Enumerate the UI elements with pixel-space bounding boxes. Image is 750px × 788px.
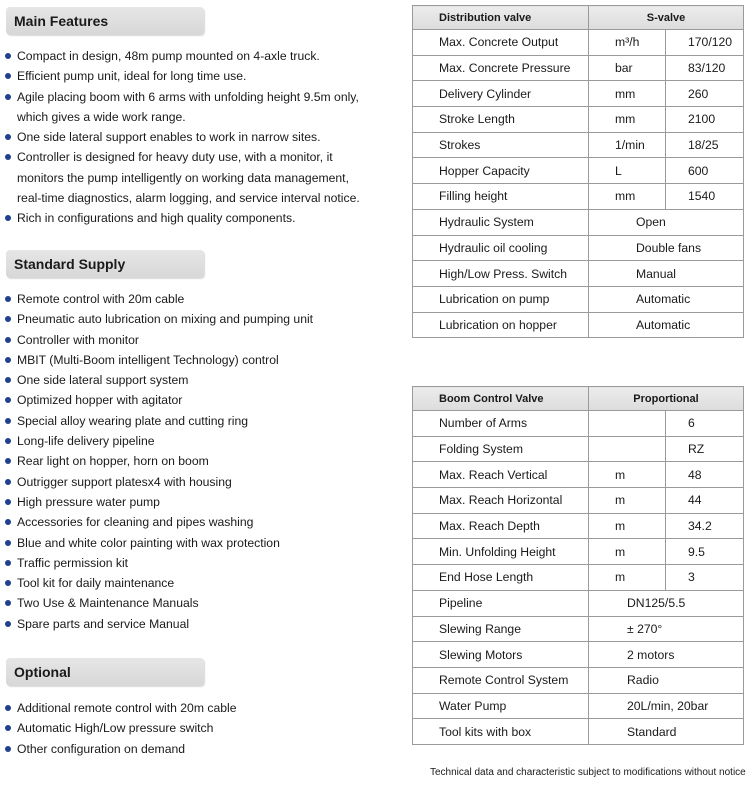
table-cell: 6 <box>666 411 744 437</box>
table-cell: ± 270° <box>589 616 744 642</box>
table-cell: Lubrication on pump <box>413 286 589 312</box>
table-row <box>413 436 744 462</box>
table-cell: Max. Reach Vertical <box>413 462 589 488</box>
table-row <box>413 235 744 261</box>
list-item: Rear light on hopper, horn on boom <box>4 451 313 471</box>
table-cell: Water Pump <box>413 693 589 719</box>
table-header-cell: Proportional <box>589 387 744 411</box>
list-item: Efficient pump unit, ideal for long time use. <box>4 66 360 86</box>
optional-list <box>4 698 237 759</box>
list-item: Traffic permission kit <box>4 553 313 573</box>
table-cell: Double fans <box>589 235 744 261</box>
table-cell <box>589 436 666 462</box>
table-cell: 20L/min, 20bar <box>589 693 744 719</box>
list-item: Rich in configurations and high quality components. <box>4 208 360 228</box>
table-cell: Tool kits with box <box>413 719 589 745</box>
list-item: Controller with monitor <box>4 330 313 350</box>
table-row <box>413 616 744 642</box>
table-header-cell: Boom Control Valve <box>413 387 589 411</box>
list-item: Outrigger support platesx4 with housing <box>4 472 313 492</box>
list-item: MBIT (Multi-Boom intelligent Technology) control <box>4 350 313 370</box>
table-cell: 9.5 <box>666 539 744 565</box>
list-item: which gives a wide work range. <box>17 109 186 124</box>
table-cell: bar <box>589 55 666 81</box>
list-item: Blue and white color painting with wax protection <box>4 533 313 553</box>
table-header-row <box>413 6 744 30</box>
table-cell: RZ <box>666 436 744 462</box>
table-cell: 34.2 <box>666 513 744 539</box>
table-cell: 44 <box>666 488 744 514</box>
list-item: Remote control with 20m cable <box>4 289 313 309</box>
list-item: Compact in design, 48m pump mounted on 4-axle truck. <box>4 46 360 66</box>
table-cell: DN125/5.5 <box>589 590 744 616</box>
table-cell: 2 motors <box>589 642 744 668</box>
table-cell: Slewing Range <box>413 616 589 642</box>
table-row <box>413 184 744 210</box>
list-item: Special alloy wearing plate and cutting ring <box>4 411 313 431</box>
table-cell: mm <box>589 184 666 210</box>
list-item: Automatic High/Low pressure switch <box>4 718 237 738</box>
footnote: Technical data and characteristic subject to modifications without notice <box>430 767 746 778</box>
table-row <box>413 81 744 107</box>
table-cell: 3 <box>666 565 744 591</box>
table-row <box>413 209 744 235</box>
table-row <box>413 158 744 184</box>
table-cell: End Hose Length <box>413 565 589 591</box>
table-cell: m <box>589 539 666 565</box>
table-row <box>413 642 744 668</box>
table-cell: Radio <box>589 667 744 693</box>
table-cell: Hydraulic System <box>413 209 589 235</box>
table-cell: Filling height <box>413 184 589 210</box>
table-cell: Min. Unfolding Height <box>413 539 589 565</box>
table-cell: Number of Arms <box>413 411 589 437</box>
table-row <box>413 565 744 591</box>
table-cell: 600 <box>666 158 744 184</box>
table-cell: Max. Reach Horizontal <box>413 488 589 514</box>
table-cell: Automatic <box>589 312 744 338</box>
table-cell: mm <box>589 81 666 107</box>
table-cell: Stroke Length <box>413 107 589 133</box>
table-row <box>413 488 744 514</box>
standard-supply-heading: Standard Supply <box>6 250 204 278</box>
boom-control-table <box>412 386 744 745</box>
table-cell <box>589 411 666 437</box>
list-item: Controller is designed for heavy duty use, with a monitor, it <box>4 147 360 167</box>
list-item: Other configuration on demand <box>4 739 237 759</box>
list-item: Long-life delivery pipeline <box>4 431 313 451</box>
table-row <box>413 411 744 437</box>
table-cell: 170/120 <box>666 30 744 56</box>
table-row <box>413 719 744 745</box>
table-row <box>413 55 744 81</box>
table-cell: 1540 <box>666 184 744 210</box>
table-header-row <box>413 387 744 411</box>
table-cell: Hydraulic oil cooling <box>413 235 589 261</box>
optional-heading: Optional <box>6 658 204 686</box>
table-row <box>413 312 744 338</box>
table-cell: m <box>589 488 666 514</box>
table-cell: Open <box>589 209 744 235</box>
table-cell: Max. Concrete Output <box>413 30 589 56</box>
list-item: Pneumatic auto lubrication on mixing and pumping unit <box>4 309 313 329</box>
table-row <box>413 693 744 719</box>
table-cell: Strokes <box>413 132 589 158</box>
table-cell: 83/120 <box>666 55 744 81</box>
table-header-cell: Distribution valve <box>413 6 589 30</box>
table-cell: m³/h <box>589 30 666 56</box>
table-cell: 1/min <box>589 132 666 158</box>
list-item: High pressure water pump <box>4 492 313 512</box>
table-header-cell: S-valve <box>589 6 744 30</box>
table-cell: 2100 <box>666 107 744 133</box>
list-item: Agile placing boom with 6 arms with unfolding height 9.5m only, <box>4 87 360 107</box>
table-row <box>413 590 744 616</box>
table-cell: Slewing Motors <box>413 642 589 668</box>
table-row <box>413 462 744 488</box>
list-item: Spare parts and service Manual <box>4 614 313 634</box>
table-cell: mm <box>589 107 666 133</box>
table-cell: Max. Reach Depth <box>413 513 589 539</box>
list-item: Tool kit for daily maintenance <box>4 573 313 593</box>
list-item: Optimized hopper with agitator <box>4 390 313 410</box>
table-row <box>413 667 744 693</box>
table-cell: 48 <box>666 462 744 488</box>
table-row <box>413 261 744 287</box>
table-cell: Folding System <box>413 436 589 462</box>
list-item: One side lateral support enables to work in narrow sites. <box>4 127 360 147</box>
list-item: Additional remote control with 20m cable <box>4 698 237 718</box>
distribution-valve-table <box>412 5 744 338</box>
table-cell: High/Low Press. Switch <box>413 261 589 287</box>
table-cell: m <box>589 462 666 488</box>
table-cell: Standard <box>589 719 744 745</box>
main-features-list <box>4 46 360 229</box>
table-cell: Pipeline <box>413 590 589 616</box>
table-cell: m <box>589 565 666 591</box>
table-cell: 260 <box>666 81 744 107</box>
main-features-heading: Main Features <box>6 7 204 35</box>
table-row <box>413 107 744 133</box>
table-row <box>413 513 744 539</box>
standard-supply-list <box>4 289 313 634</box>
list-item: Two Use & Maintenance Manuals <box>4 593 313 613</box>
table-cell: Manual <box>589 261 744 287</box>
table-row <box>413 286 744 312</box>
list-item: monitors the pump intelligently on working data management, <box>17 170 349 185</box>
list-item: Accessories for cleaning and pipes washing <box>4 512 313 532</box>
table-cell: Automatic <box>589 286 744 312</box>
table-cell: m <box>589 513 666 539</box>
table-cell: Lubrication on hopper <box>413 312 589 338</box>
table-cell: Delivery Cylinder <box>413 81 589 107</box>
table-cell: Remote Control System <box>413 667 589 693</box>
table-cell: Hopper Capacity <box>413 158 589 184</box>
list-item: real-time diagnostics, alarm logging, and service interval notice. <box>17 191 360 206</box>
list-item: One side lateral support system <box>4 370 313 390</box>
table-row <box>413 539 744 565</box>
table-cell: L <box>589 158 666 184</box>
table-row <box>413 30 744 56</box>
table-cell: Max. Concrete Pressure <box>413 55 589 81</box>
table-cell: 18/25 <box>666 132 744 158</box>
table-row <box>413 132 744 158</box>
